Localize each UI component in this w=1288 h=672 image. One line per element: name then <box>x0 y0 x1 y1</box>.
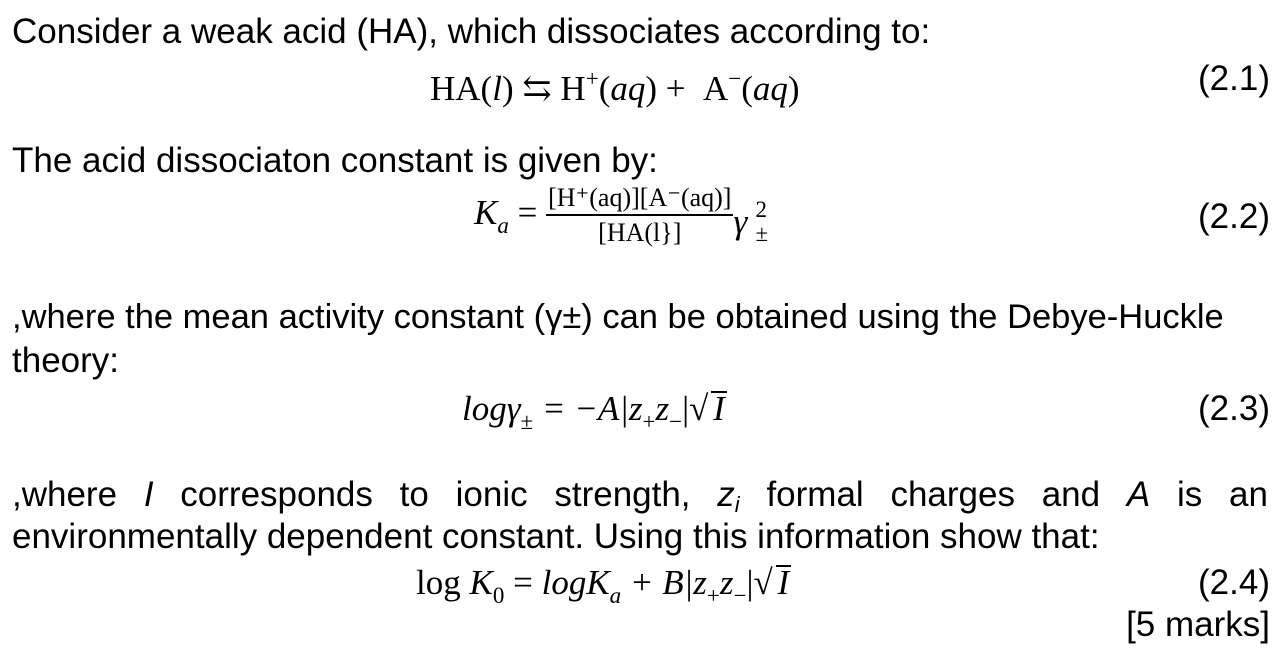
where-text-line1: ,where I corresponds to ionic strength, zi formal charges and A is an <box>12 475 1268 517</box>
equation-number-2-2: (2.2) <box>1198 197 1270 236</box>
equation-number-2-3: (2.3) <box>1198 389 1270 428</box>
intro-text: Consider a weak acid (HA), which dissociates according to: <box>12 12 931 51</box>
gamma-text-line2: theory: <box>12 341 119 380</box>
equation-2-2 <box>474 184 777 248</box>
sqrt-ionic-strength: √ I <box>689 389 725 428</box>
equation-number-2-4: (2.4) <box>1198 563 1270 602</box>
eq1-expression: HA(l) ⇆ H+(aq) + A−(aq) <box>430 66 800 108</box>
ka-subscript: a <box>497 213 509 239</box>
equation-number-2-1: (2.1) <box>1198 59 1270 98</box>
gamma-squared: γ 2 ± <box>733 197 769 246</box>
sqrt-ionic-strength-2: √ I <box>753 563 790 602</box>
ka-denominator: [HA(l}] <box>598 218 682 247</box>
ka-symbol: K <box>474 193 498 233</box>
equation-2-1 <box>430 58 800 110</box>
equation-2-3: $\log\gamma_\pm = -A|z_+z_-|$ √ I <box>462 389 725 434</box>
gamma-text-line1: ,where the mean activity constant (γ±) can be obtained using the Debye-Huckle <box>12 298 1224 336</box>
marks-label: [5 marks] <box>1126 605 1270 644</box>
zi-symbol: zi <box>717 475 740 517</box>
ka-fraction <box>546 184 733 248</box>
ka-numerator: [H⁺(aq)][A⁻(aq)] <box>546 184 733 216</box>
ka-text: The acid dissociaton constant is given by: <box>12 141 658 180</box>
where-text-line2: environmentally dependent constant. Using this information show that: <box>12 517 1100 556</box>
eq2-equals: = <box>517 193 538 233</box>
equation-2-4: $\log K_0 = \log K_a + B|z_+z_-|$ √ I <box>416 563 790 608</box>
